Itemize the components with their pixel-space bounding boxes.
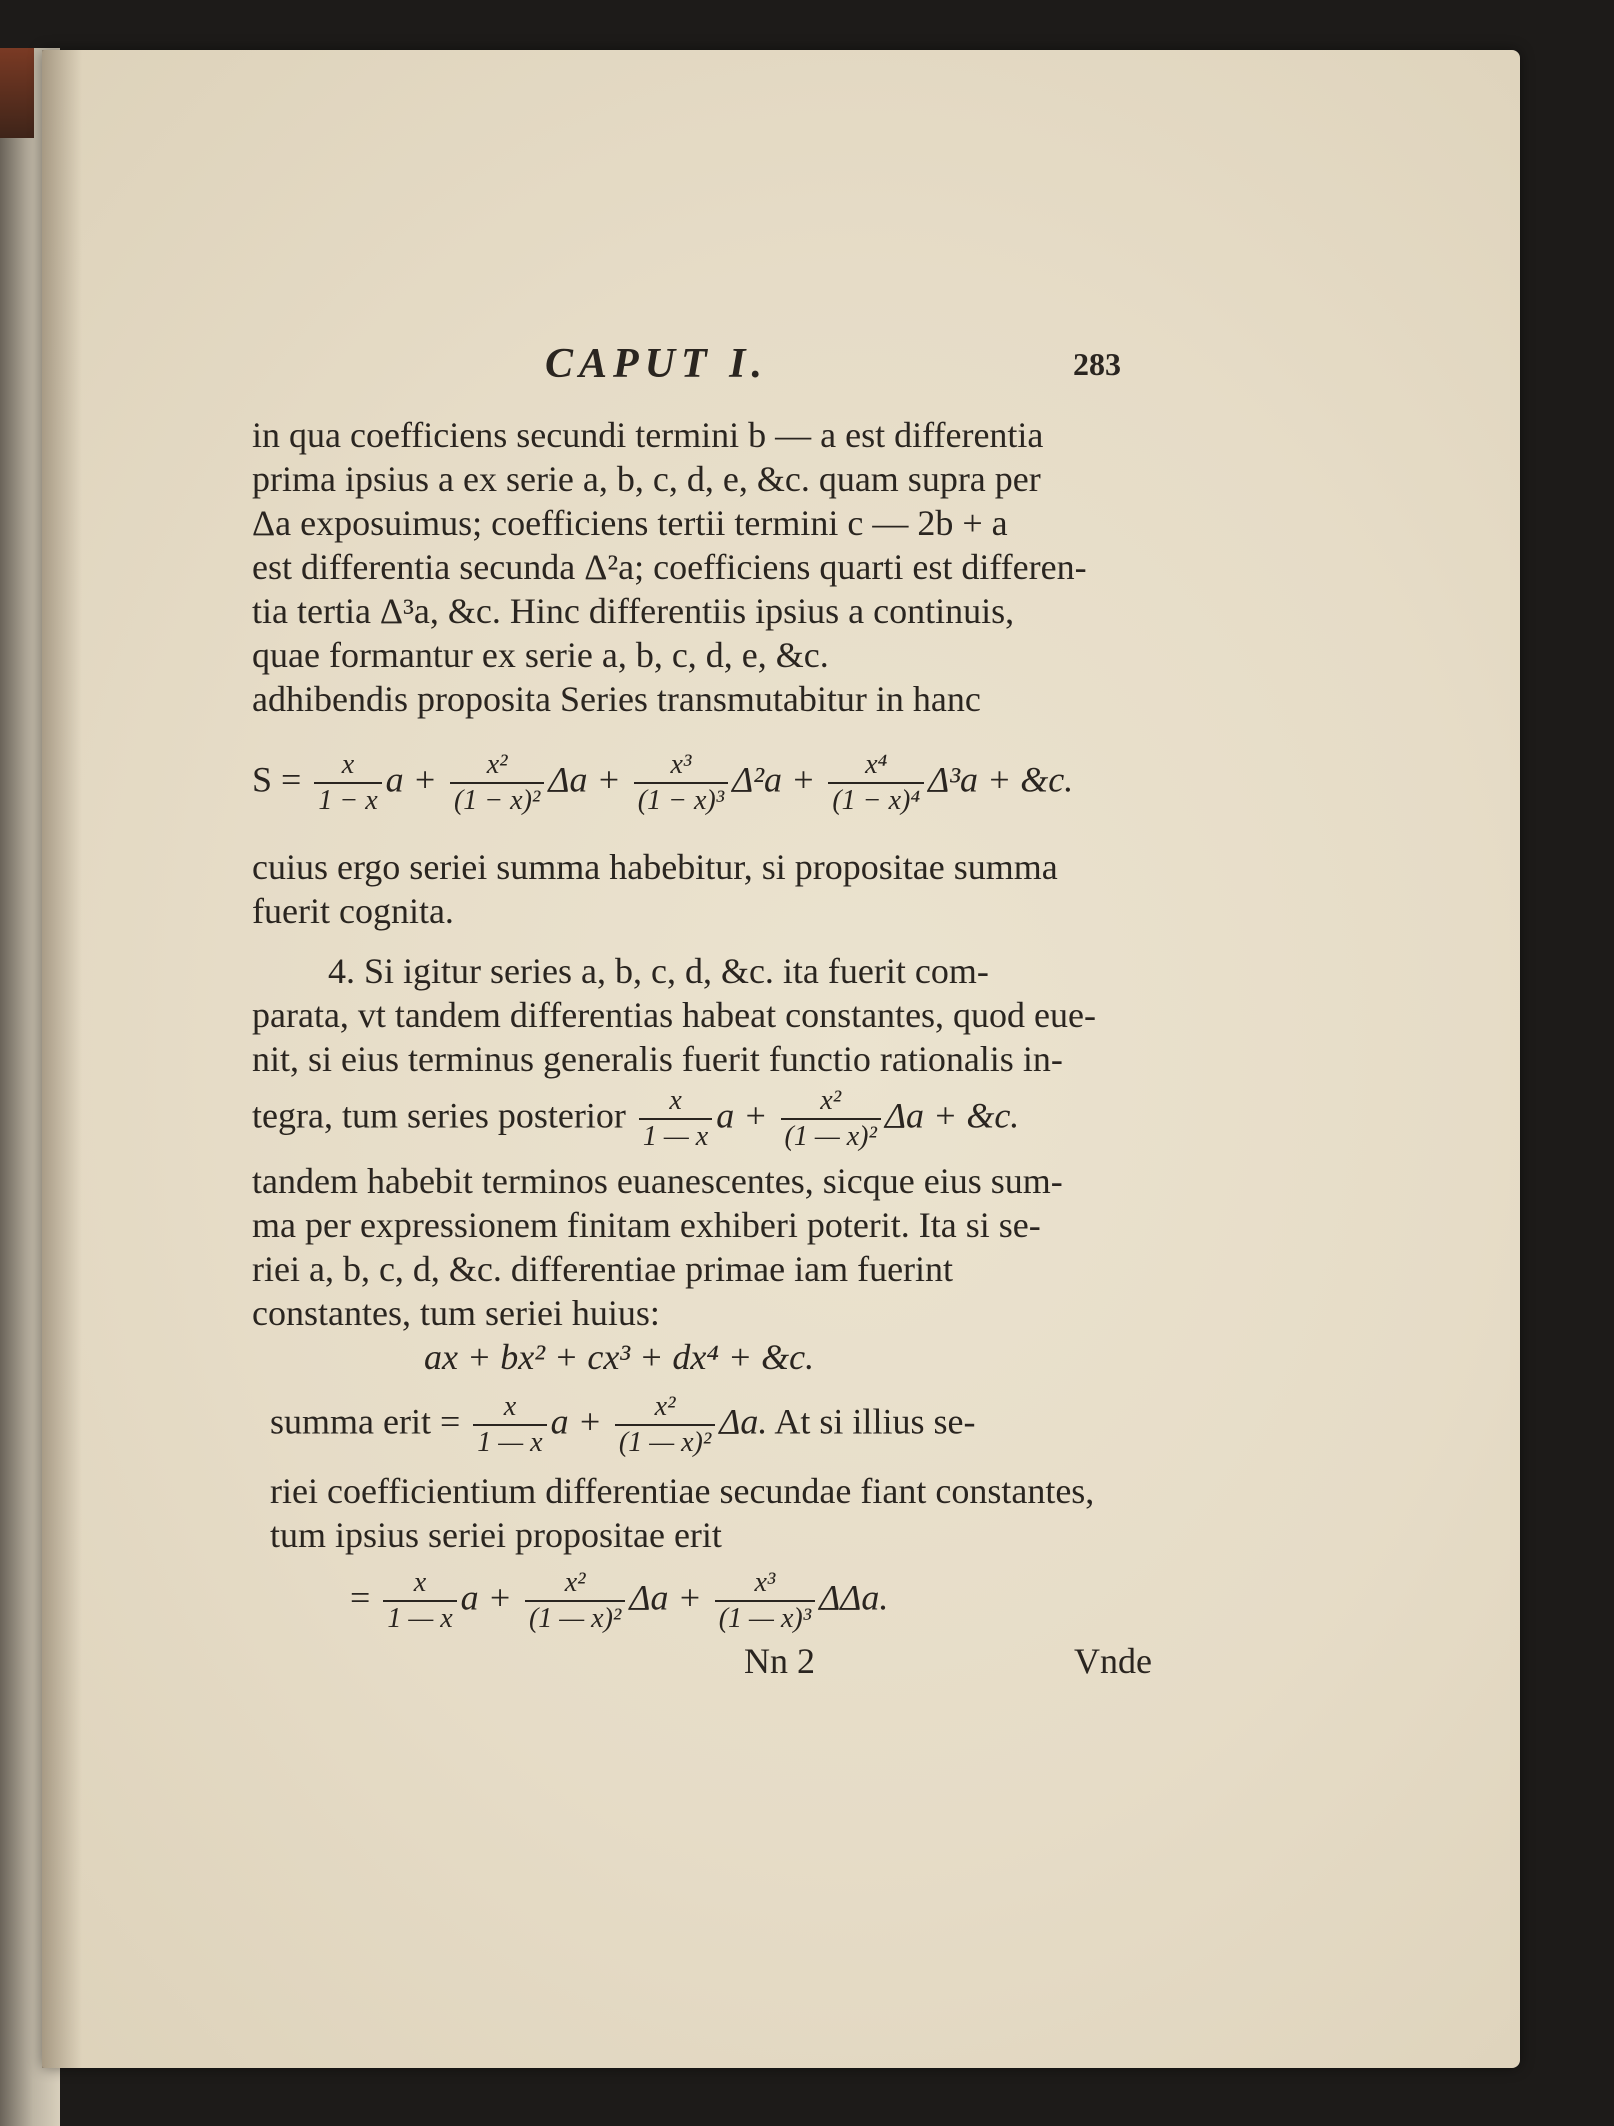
- fraction: [473, 1390, 546, 1460]
- numerator: x: [639, 1084, 712, 1120]
- fraction: [828, 748, 924, 818]
- fraction: [639, 1084, 712, 1154]
- fraction: [715, 1566, 815, 1636]
- text-line: parata, vt tandem differentias habeat constantes, quod eue-: [252, 995, 1096, 1035]
- formula-power-series: ax + bx² + cx³ + dx⁴ + &c.: [424, 1337, 815, 1377]
- fraction: [781, 1084, 881, 1154]
- denominator: (1 − x)²: [453, 785, 541, 816]
- term-suffix: Δa +: [629, 1577, 702, 1618]
- catchword: Vnde: [1074, 1641, 1152, 1681]
- page-number: 283: [1073, 346, 1121, 382]
- text-line: quae formantur ex serie a, b, c, d, e, &c.: [252, 635, 829, 675]
- denominator: (1 — x)²: [618, 1427, 712, 1458]
- numerator: x²: [525, 1566, 625, 1602]
- term-suffix: Δ³a + &c.: [928, 759, 1074, 800]
- formula-trail: At si illius se-: [774, 1401, 976, 1442]
- fraction: [314, 748, 381, 818]
- text-line: tia tertia Δ³a, &c. Hinc differentiis ipsius a continuis,: [252, 591, 1015, 631]
- text-line: riei coefficientium differentiae secundae fiant constantes,: [270, 1471, 1095, 1511]
- formula-lhs: S =: [252, 759, 302, 800]
- denominator: (1 − x)⁴: [832, 785, 921, 816]
- text-line: nit, si eius terminus generalis fuerit functio rationalis in-: [252, 1039, 1063, 1079]
- numerator: x³: [634, 748, 728, 784]
- denominator: 1 — x: [387, 1603, 453, 1634]
- term-suffix: a +: [716, 1095, 768, 1136]
- text-line: tandem habebit terminos euanescentes, sicque eius sum-: [252, 1161, 1063, 1201]
- formula-posterior-series: [252, 1084, 1019, 1154]
- running-title: CAPUT I.: [545, 341, 769, 387]
- fraction: [450, 748, 544, 818]
- text-line: tum ipsius seriei propositae erit: [270, 1515, 722, 1555]
- fraction: [615, 1390, 715, 1460]
- text-line: 4. Si igitur series a, b, c, d, &c. ita fuerit com-: [328, 951, 989, 991]
- numerator: x: [383, 1566, 456, 1602]
- denominator: 1 — x: [642, 1121, 709, 1152]
- text-line: adhibendis proposita Series transmutabitur in hanc: [252, 679, 981, 719]
- term-suffix: Δa +: [548, 759, 621, 800]
- text-line: Δa exposuimus; coefficiens tertii termini c — 2b + a: [252, 503, 1008, 543]
- numerator: x⁴: [828, 748, 924, 784]
- text-line: prima ipsius a ex serie a, b, c, d, e, &c. quam supra per: [252, 459, 1041, 499]
- term-suffix: a +: [550, 1401, 602, 1442]
- fraction: [634, 748, 728, 818]
- numerator: x²: [781, 1084, 881, 1120]
- binding-edge: [0, 48, 34, 138]
- denominator: (1 — x)²: [784, 1121, 877, 1152]
- text-line: est differentia secunda Δ²a; coefficiens quarti est differen-: [252, 547, 1087, 587]
- denominator: 1 — x: [477, 1427, 543, 1458]
- formula-summa-first: [270, 1390, 975, 1460]
- text-line: riei a, b, c, d, &c. differentiae primae iam fuerint: [252, 1249, 954, 1289]
- text-line: cuius ergo seriei summa habebitur, si propositae summa: [252, 847, 1058, 887]
- formula-series-transformation: [252, 748, 1073, 818]
- denominator: (1 − x)³: [637, 785, 725, 816]
- numerator: x³: [715, 1566, 815, 1602]
- formula-lead: =: [350, 1577, 371, 1618]
- formula-lead: tegra, tum series posterior: [252, 1095, 626, 1136]
- page-header: [0, 340, 1614, 390]
- term-suffix: Δ²a +: [732, 759, 816, 800]
- term-suffix: a +: [460, 1577, 512, 1618]
- numerator: x: [314, 748, 381, 784]
- denominator: 1 − x: [318, 785, 378, 816]
- text-line: constantes, tum seriei huius:: [252, 1293, 660, 1333]
- fraction: [525, 1566, 625, 1636]
- numerator: x²: [615, 1390, 715, 1426]
- term-suffix: ΔΔa.: [819, 1577, 889, 1618]
- numerator: x: [473, 1390, 546, 1426]
- text-line: fuerit cognita.: [252, 891, 454, 931]
- term-suffix: Δa + &c.: [884, 1095, 1020, 1136]
- formula-lead: summa erit =: [270, 1401, 461, 1442]
- signature-mark: Nn 2: [744, 1641, 815, 1681]
- term-suffix: Δa.: [719, 1401, 768, 1442]
- text-line: in qua coefficiens secundi termini b — a est differentia: [252, 415, 1044, 455]
- numerator: x²: [450, 748, 544, 784]
- denominator: (1 — x)²: [528, 1603, 622, 1634]
- fraction: [383, 1566, 456, 1636]
- denominator: (1 — x)³: [718, 1603, 812, 1634]
- term-suffix: a +: [385, 759, 437, 800]
- formula-summa-second: [350, 1566, 888, 1636]
- text-line: ma per expressionem finitam exhiberi poterit. Ita si se-: [252, 1205, 1041, 1245]
